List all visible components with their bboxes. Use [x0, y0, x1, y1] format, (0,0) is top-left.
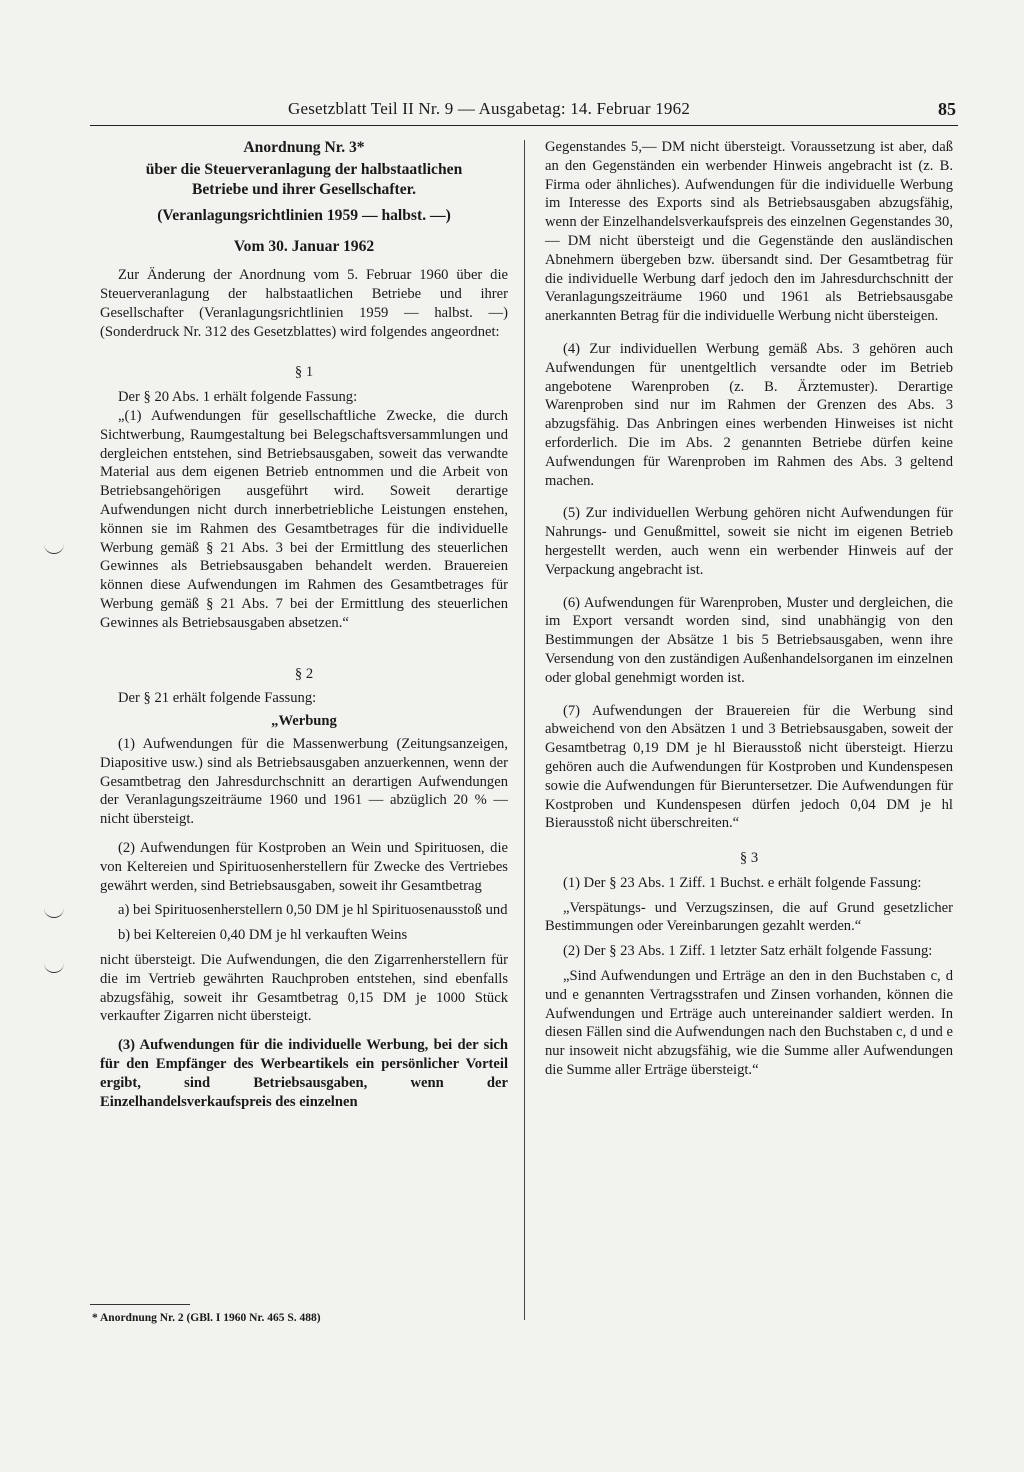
section-3-paragraph-1: (1) Der § 23 Abs. 1 Ziff. 1 Buchst. e erhält folgende Fassung:	[563, 874, 922, 891]
section-3-paragraph-2: (2) Der § 23 Abs. 1 Ziff. 1 letzter Satz erhält folgende Fassung:	[563, 943, 933, 960]
margin-mark	[44, 543, 64, 554]
section-2-paragraph-3: (3) Aufwendungen für die individuelle Werbung, bei der sich für den Empfänger des Werbeartikels ein persönlicher Vorteil ergibt, sind Betriebsausgaben, wenn der Einzelhandelsverkaufspreis des einzelnen	[100, 1037, 508, 1110]
page-header	[90, 97, 958, 126]
section-2-paragraph-2-continued: nicht übersteigt. Die Aufwendungen, die den Zigarrenherstellern für die im Vertrieb gewährten Rauchproben entstehen, sind ebenfalls abzugsfähig, soweit ihr Gesamtbetrag 0,15 DM je 1000 Stück verkaufter Zigarren nicht übersteigt.	[100, 952, 508, 1025]
paragraph-4: (4) Zur individuellen Werbung gemäß Abs. 3 gehören auch Aufwendungen für unentgeltlich versandte oder im Betrieb angebotene Warenproben (z. B. Ärztemuster). Derartige Warenproben sind nur im Rahmen der Grenzen des Abs. 3 abzugsfähig. Das Anbringen eines werbenden Hinweises ist nicht erforderlich. Die im Abs. 2 genannten Betriebe dürfen keine Aufwendungen für Warenproben im Rahmen des Abs. 3 geltend machen.	[545, 340, 953, 489]
section-2-subheading: „Werbung	[271, 713, 337, 730]
ordinance-title: Anordnung Nr. 3*	[243, 139, 365, 156]
page-number: 85	[938, 99, 956, 119]
section-2-item-b: b) bei Keltereien 0,40 DM je hl verkauften Weins	[118, 927, 408, 944]
margin-mark	[44, 907, 64, 918]
section-1-text: „(1) Aufwendungen für gesellschaftliche Zwecke, die durch Sichtwerbung, Raumgestaltung bei Belegschaftsversammlungen und dergleichen entstehen, sind Betriebsausgaben, soweit das verwandte Material aus dem eigenen Betrieb entnommen und die Arbeit von Betriebsangehörigen ausgeführt wird. Soweit derartige Aufwendungen nicht durch innerbetriebliche Leistungen enstehen, können sie im Rahmen des Gesamtbetrages für die individuelle Werbung gemäß § 21 Abs. 3 bei der Ermittlung des steuerlichen Gewinnes als Betriebsausgaben behandelt werden. Brauereien können diese Aufwendungen im Rahmen des Gesamtbetrages für Werbung gemäß § 21 Abs. 7 bei der Ermittlung des steuerlichen Gewinnes als Betriebsausgaben absetzen.“	[100, 408, 508, 631]
section-2-paragraph-2: (2) Aufwendungen für Kostproben an Wein und Spirituosen, die von Keltereien und Spirituosenherstellern für Zwecke des Vertriebes gewährt werden, sind Betriebsausgaben, soweit ihr Gesamtbetrag	[100, 840, 508, 894]
left-column	[100, 138, 508, 1111]
footnote-rule	[90, 1304, 190, 1305]
section-3-quote-2: „Sind Aufwendungen und Erträge an den in den Buchstaben c, d und e genannten Vertragsstrafen und Zinsen vorhanden, können die Aufwendungen und Erträge auch untereinander saldiert werden. In diesen Fällen sind die Aufwendungen nach den Buchstaben c, d und e nur insoweit nicht abzugsfähig, wie die Summe aller Aufwendungen die Summe aller Erträge übersteigt.“	[545, 968, 953, 1079]
paragraph-3-continued: Gegenstandes 5,— DM nicht übersteigt. Voraussetzung ist aber, daß an den Gegenständen ein werbender Hinweis angebracht ist (z. B. Firma oder ähnliches). Aufwendungen für die individuelle Werbung im Interesse des Exports sind als Betriebsausgaben abzugsfähig, wenn der Einzelhandelsverkaufspreis des einzelnen Gegenstandes 30,— DM nicht übersteigt und die Gegenstände den ausländischen Abnehmern übergeben bzw. übersandt sind. Der Gesamtbetrag für die individuelle Werbung darf jedoch den im Jahresdurchschnitt der Veranlagungszeiträume 1960 und 1961 als Betriebsausgabe anerkannten Betrag für die individuelle Werbung nicht übersteigen.	[545, 139, 953, 325]
margin-mark	[44, 962, 64, 973]
section-2-item-a: a) bei Spirituosenherstellern 0,50 DM je hl Spirituosenausstoß und	[118, 902, 508, 919]
ordinance-short-title: (Veranlagungsrichtlinien 1959 — halbst. —)	[157, 206, 451, 224]
paragraph-6: (6) Aufwendungen für Warenproben, Muster und dergleichen, die im Export versandt worden sind, sind unabhängig von den Bestimmungen der Absätze 1 bis 5 Betriebsausgaben, wenn ihre Versendung von den zuständigen Außenhandelsorganen im einzelnen oder global genehmigt worden ist.	[545, 594, 953, 686]
column-divider	[524, 140, 525, 1320]
section-1-lead: Der § 20 Abs. 1 erhält folgende Fassung:	[118, 389, 358, 406]
section-2-lead: Der § 21 erhält folgende Fassung:	[118, 690, 317, 707]
section-2-heading: § 2	[294, 665, 314, 682]
header-title: Gesetzblatt Teil II Nr. 9 — Ausgabetag: 14. Februar 1962	[288, 99, 691, 118]
ordinance-subject-2: Betriebe und ihrer Gesellschafter.	[191, 180, 417, 198]
paragraph-5: (5) Zur individuellen Werbung gehören nicht Aufwendungen für Nahrungs- und Genußmittel, soweit sie nicht im eigenen Betrieb hergestellt werden, auch wenn ein werbender Hinweis auf der Verpackung angebracht ist.	[545, 505, 953, 578]
paragraph-7: (7) Aufwendungen der Brauereien für die Werbung sind abweichend von den Absätzen 1 und 3 Betriebsausgaben, soweit der Gesamtbetrag 0,19 DM je hl Bierausstoß nicht übersteigt. Hierzu gehören auch die Aufwendungen für Kostproben und Kundenspesen sowie die Aufwendungen für Bieruntersetzer. Die Aufwendungen für Kostproben und Kundenspesen dürfen jedoch 0,04 DM je hl Bierausstoß nicht überschreiten.“	[545, 702, 953, 832]
section-1-heading: § 1	[294, 364, 314, 381]
right-column	[545, 138, 953, 1080]
footnote: * Anordnung Nr. 2 (GBl. I 1960 Nr. 465 S. 488)	[92, 1312, 321, 1324]
section-2-paragraph-1: (1) Aufwendungen für die Massenwerbung (Zeitungsanzeigen, Diapositive usw.) sind als Betriebsausgaben anzuerkennen, wenn der Gesamtbetrag den Jahresdurchschnitt an derartigen Aufwendungen der Veranlagungszeiträume 1960 und 1961 — abzüglich 20 % — nicht übersteigt.	[100, 736, 508, 828]
section-3-heading: § 3	[739, 850, 759, 867]
ordinance-date: Vom 30. Januar 1962	[233, 237, 375, 255]
section-3-quote-1: „Verspätungs- und Verzugszinsen, die auf Grund gesetzlicher Bestimmungen oder Vereinbarungen gezahlt werden.“	[545, 899, 953, 935]
ordinance-subject-1: über die Steuerveranlagung der halbstaatlichen	[145, 160, 463, 178]
intro-paragraph: Zur Änderung der Anordnung vom 5. Februar 1960 über die Steuerveranlagung der halbstaatlichen Betriebe und ihrer Gesellschafter (Veranlagungsrichtlinien 1959 — halbst. —) (Sonderdruck Nr. 312 des Gesetzblattes) wird folgendes angeordnet:	[100, 267, 508, 340]
